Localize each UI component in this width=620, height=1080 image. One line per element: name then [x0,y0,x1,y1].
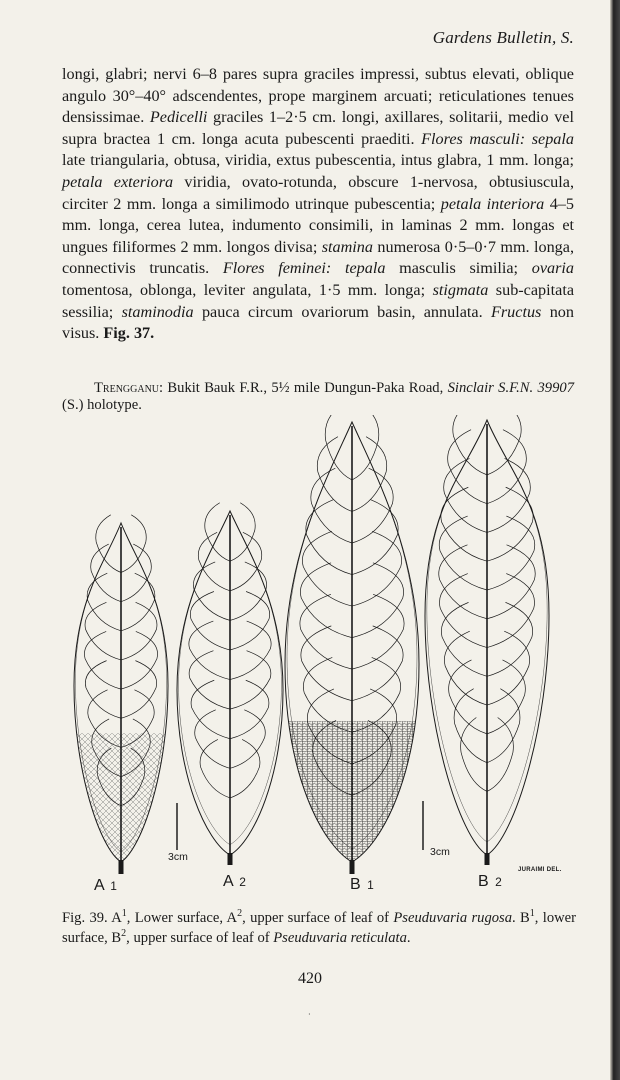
text-run: Pseuduvaria reticulata [273,930,407,947]
leaf-a2-upper-surface [177,503,283,865]
text-run: 2 [237,908,243,919]
text-run: late triangularia, obtusa, viridia, extus pubescentia, intus glabra, 1 mm. longa; [62,151,574,170]
leaf-illustrations [40,415,580,895]
text-run: 1 [121,908,127,919]
text-run: Pedicelli [149,108,208,127]
scale-label-left: 3cm [168,851,188,863]
text-run: . B [512,909,530,926]
text-run: longi, glabri; nervi 6–8 pares supra graciles impressi, subtus elevati, oblique angulo 30°–40° adscendentes, prope marginem arcuati; reticulationes tenues densissimae. [62,65,574,127]
text-run: Flores masculi: sepala [421,129,574,148]
specimen-locality: Bukit Bauk F.R., 5½ mile Dungun-Paka Road, [163,380,448,396]
specimen-locality-label: Trengganu: [94,380,164,396]
text-run: ovaria [531,259,574,278]
text-run: Fig. 37. [103,324,155,343]
text-run: numerosa 0·5–0·7 mm. longa, connectivis truncatis. [62,237,574,278]
leaf-figure [40,415,580,895]
text-run: 4–5 mm. longa, cerea lutea, indumento consimili, in laminas 2 mm. longas et ungues filiformes 2 mm. longos divisa; [62,194,574,256]
artist-credit: JURAIMI DEL. [518,867,562,873]
figure-caption [62,906,576,947]
leaf-a1-lower-surface [72,515,170,895]
text-run: viridia, ovato-rotunda, obscure 1-nervosa, obtusiuscula, circiter 2 mm. longa a similimodo utrinque pubescentia; [62,172,574,213]
text-run: pauca circum ovariorum basin, annulata. [193,302,491,321]
text-run: petala exteriora [62,172,174,191]
text-run: staminodia [121,302,194,321]
text-run: , Lower surface, A [126,909,238,926]
leaf-b1-lower-surface [283,415,421,895]
scale-label-right: 3cm [430,846,450,858]
label-a1: A 1 [94,877,118,894]
specimen-citation [62,380,574,414]
text-run: masculis similia; [385,259,532,278]
text-run: Pseuduvaria rugosa [393,909,513,926]
text-run: sub-capitata sessilia; [62,280,574,321]
text-run: 2 [121,928,127,940]
text-run: stamina [321,237,373,256]
text-run: Fig. 39. A [62,909,122,926]
label-a2: A 2 [223,873,247,890]
text-run: graciles 1–2·5 cm. longi, axillares, solitarii, medio vel supra bractea 1 cm. longa acuta pubescenti praediti. [62,108,574,148]
label-b1: B 1 [350,876,375,893]
specimen-suffix: (S.) holotype. [62,397,142,413]
leaf-b2-upper-surface [425,415,549,865]
text-run: tomentosa, oblonga, leviter angulata, 1·5 mm. longa; [62,280,433,299]
text-run: , upper surface of leaf of [242,909,394,926]
text-run: Fructus [490,302,542,321]
text-run: . [406,930,411,947]
page-edge [610,0,620,1080]
text-run: 1 [529,908,535,919]
text-run: petala interiora [440,194,545,213]
text-run: Flores feminei: tepala [222,259,386,278]
text-run: , lower surface, B [62,909,577,947]
label-b2: B 2 [478,873,503,890]
page-number: 420 [298,970,322,987]
running-head: Gardens Bulletin, S. [432,28,574,47]
footer-mark: · [308,1010,311,1019]
text-run: stigmata [432,280,489,299]
text-run: , upper surface of leaf of [126,930,274,947]
text-run: non visus. [62,302,574,343]
description-paragraph [62,64,574,345]
specimen-collector: Sinclair S.F.N. 39907 [447,380,574,396]
